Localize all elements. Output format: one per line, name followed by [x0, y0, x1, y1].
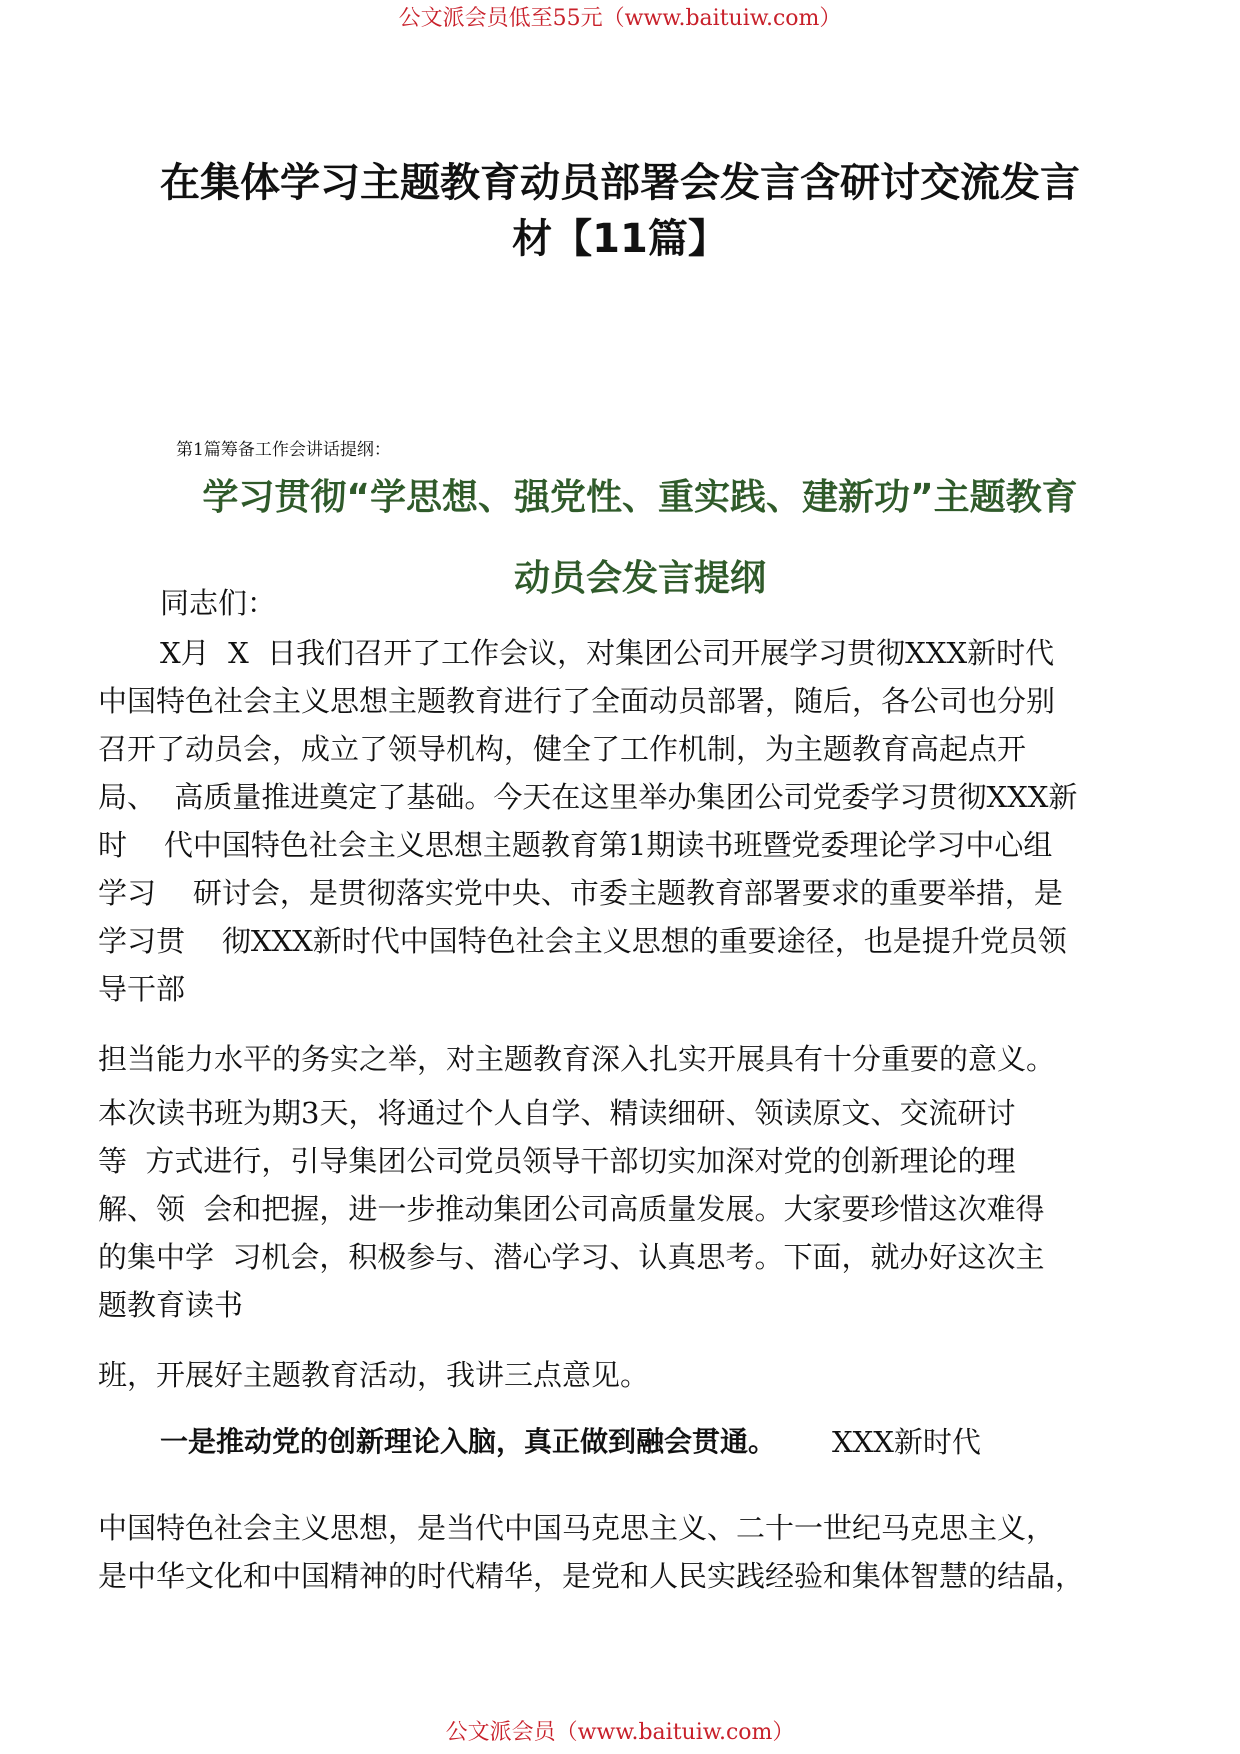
document-title-line-2: 材【11篇】: [512, 216, 728, 262]
point-one-tail: XXX新时代: [832, 1425, 981, 1459]
body-line: 导干部: [98, 972, 186, 1006]
part-label: 第1篇筹备工作会讲话提纲：: [176, 440, 391, 460]
salutation: 同志们：: [160, 586, 277, 620]
body-line: 题教育读书: [98, 1288, 244, 1322]
body-line: 担当能力水平的务实之举，对主题教育深入扎实开展具有十分重要的意义。: [98, 1042, 1056, 1076]
body-line: 的集中学 习机会，积极参与、潜心学习、认真思考。下面，就办好这次主: [98, 1240, 1045, 1274]
body-line: 本次读书班为期3天，将通过个人自学、精读细研、领读原文、交流研讨: [98, 1096, 1016, 1130]
body-line: 等 方式进行，引导集团公司党员领导干部切实加深对党的创新理论的理: [98, 1144, 1016, 1178]
body-line: 是中华文化和中国精神的时代精华，是党和人民实践经验和集体智慧的结晶，: [98, 1559, 1085, 1593]
body-line: 中国特色社会主义思想主题教育进行了全面动员部署，随后，各公司也分别: [98, 684, 1056, 718]
document-title: [95, 155, 1145, 267]
header-watermark-link[interactable]: 公文派会员低至55元（www.baituiw.com）: [398, 6, 842, 31]
speech-subtitle-line-2: 动员会发言提纲: [513, 558, 766, 599]
body-line: 解、领 会和把握，进一步推动集团公司高质量发展。大家要珍惜这次难得: [98, 1192, 1045, 1226]
body-line: 中国特色社会主义思想，是当代中国马克思主义、二十一世纪马克思主义，: [98, 1511, 1056, 1545]
speech-subtitle-line-1: 学习贯彻“学思想、强党性、重实践、建新功”主题教育: [202, 477, 1078, 518]
footer-watermark-link[interactable]: 公文派会员（www.baituiw.com）: [445, 1720, 795, 1745]
point-one-heading: 一是推动党的创新理论入脑，真正做到融会贯通。: [160, 1425, 777, 1458]
body-line: 时 代中国特色社会主义思想主题教育第1期读书班暨党委理论学习中心组: [98, 828, 1053, 862]
document-title-line-1: 在集体学习主题教育动员部署会发言含研讨交流发言: [160, 160, 1080, 206]
body-line: X月 X 日我们召开了工作会议，对集团公司开展学习贯彻XXX新时代: [160, 636, 1055, 670]
body-line: 召开了动员会，成立了领导机构，健全了工作机制，为主题教育高起点开: [98, 732, 1027, 766]
body-line: 班，开展好主题教育活动，我讲三点意见。: [98, 1358, 650, 1392]
body-line: 局、 高质量推进奠定了基础。今天在这里举办集团公司党委学习贯彻XXX新: [98, 780, 1078, 814]
body-line: 学习 研讨会，是贯彻落实党中央、市委主题教育部署要求的重要举措，是: [98, 876, 1063, 910]
body-line: 学习贯 彻XXX新时代中国特色社会主义思想的重要途径，也是提升党员领: [98, 924, 1067, 958]
